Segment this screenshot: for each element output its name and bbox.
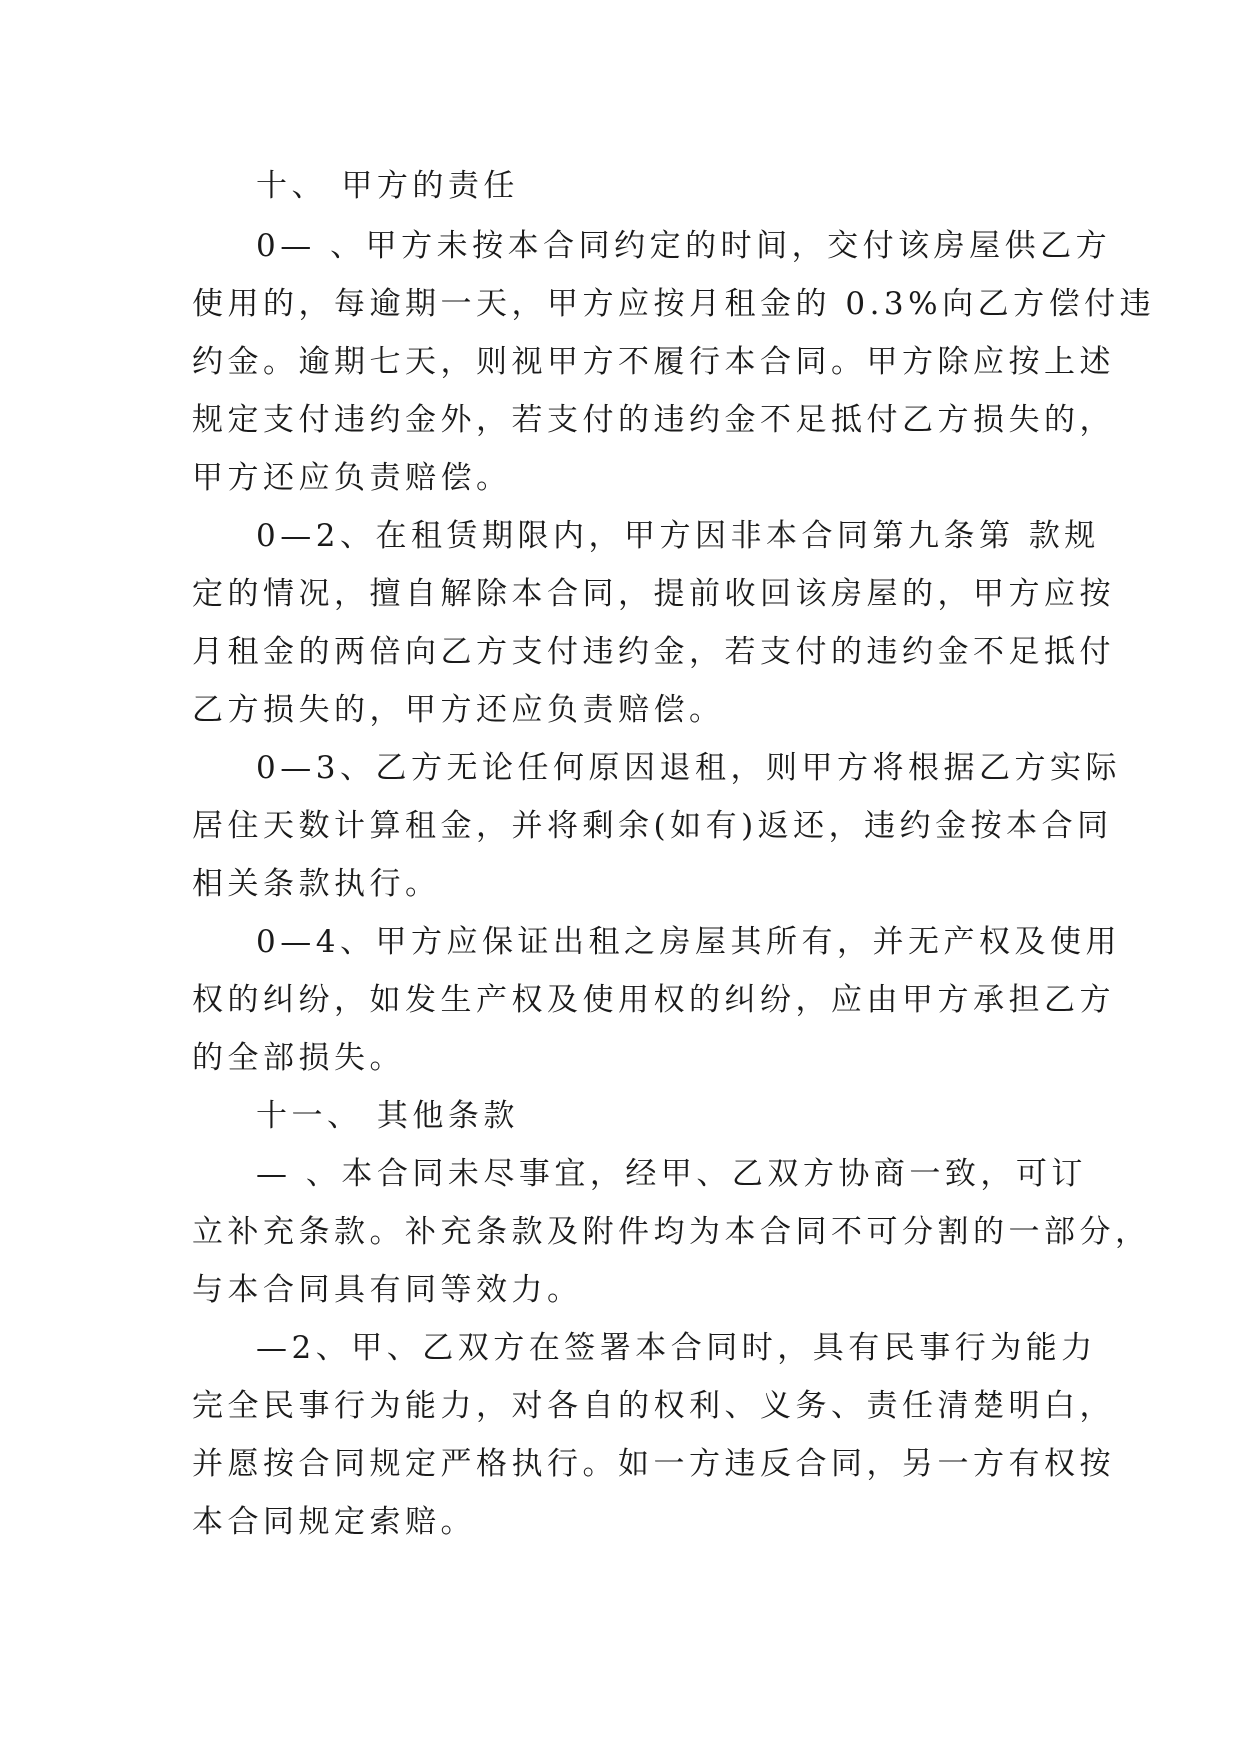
paragraph-line: 并愿按合同规定严格执行。如一方违反合同，另一方有权按 [192,1446,1115,1482]
paragraph-line: 与本合同具有同等效力。 [192,1272,583,1308]
paragraph-line: 月租金的两倍向乙方支付违约金，若支付的违约金不足抵付 [192,634,1115,670]
paragraph-line: —2、甲、乙双方在签署本合同时，具有民事行为能力 [256,1330,1097,1366]
paragraph-line: 定的情况，擅自解除本合同，提前收回该房屋的，甲方应按 [192,576,1115,612]
paragraph-line: 立补充条款。补充条款及附件均为本合同不可分割的一部分， [192,1214,1151,1250]
paragraph-line: 居住天数计算租金，并将剩余(如有)返还，违约金按本合同 [192,808,1113,844]
paragraph-line: — 、本合同未尽事宜，经甲、乙双方协商一致，可订 [256,1156,1087,1192]
paragraph-line: 0—4、甲方应保证出租之房屋其所有，并无产权及使用 [256,924,1121,960]
paragraph-line: 0—3、乙方无论任何原因退租，则甲方将根据乙方实际 [256,750,1121,786]
paragraph-line: 0—2、在租赁期限内，甲方因非本合同第九条第 款规 [256,518,1100,554]
paragraph-line: 权的纠纷，如发生产权及使用权的纠纷，应由甲方承担乙方 [192,982,1115,1018]
paragraph-line: 甲方还应负责赔偿。 [192,460,512,496]
paragraph-line: 使用的，每逾期一天，甲方应按月租金的 0.3%向乙方偿付违 [192,286,1156,322]
paragraph-line: 的全部损失。 [192,1040,405,1076]
section-heading: 十、 甲方的责任 [256,168,519,204]
paragraph-line: 本合同规定索赔。 [192,1504,476,1540]
paragraph-line: 完全民事行为能力，对各自的权利、义务、责任清楚明白， [192,1388,1115,1424]
paragraph-line: 约金。逾期七天，则视甲方不履行本合同。甲方除应按上述 [192,344,1115,380]
section-heading: 十一、 其他条款 [256,1098,519,1134]
paragraph-line: 规定支付违约金外，若支付的违约金不足抵付乙方损失的， [192,402,1115,438]
paragraph-line: 0— 、甲方未按本合同约定的时间，交付该房屋供乙方 [256,228,1112,264]
paragraph-line: 相关条款执行。 [192,866,441,902]
paragraph-line: 乙方损失的，甲方还应负责赔偿。 [192,692,725,728]
